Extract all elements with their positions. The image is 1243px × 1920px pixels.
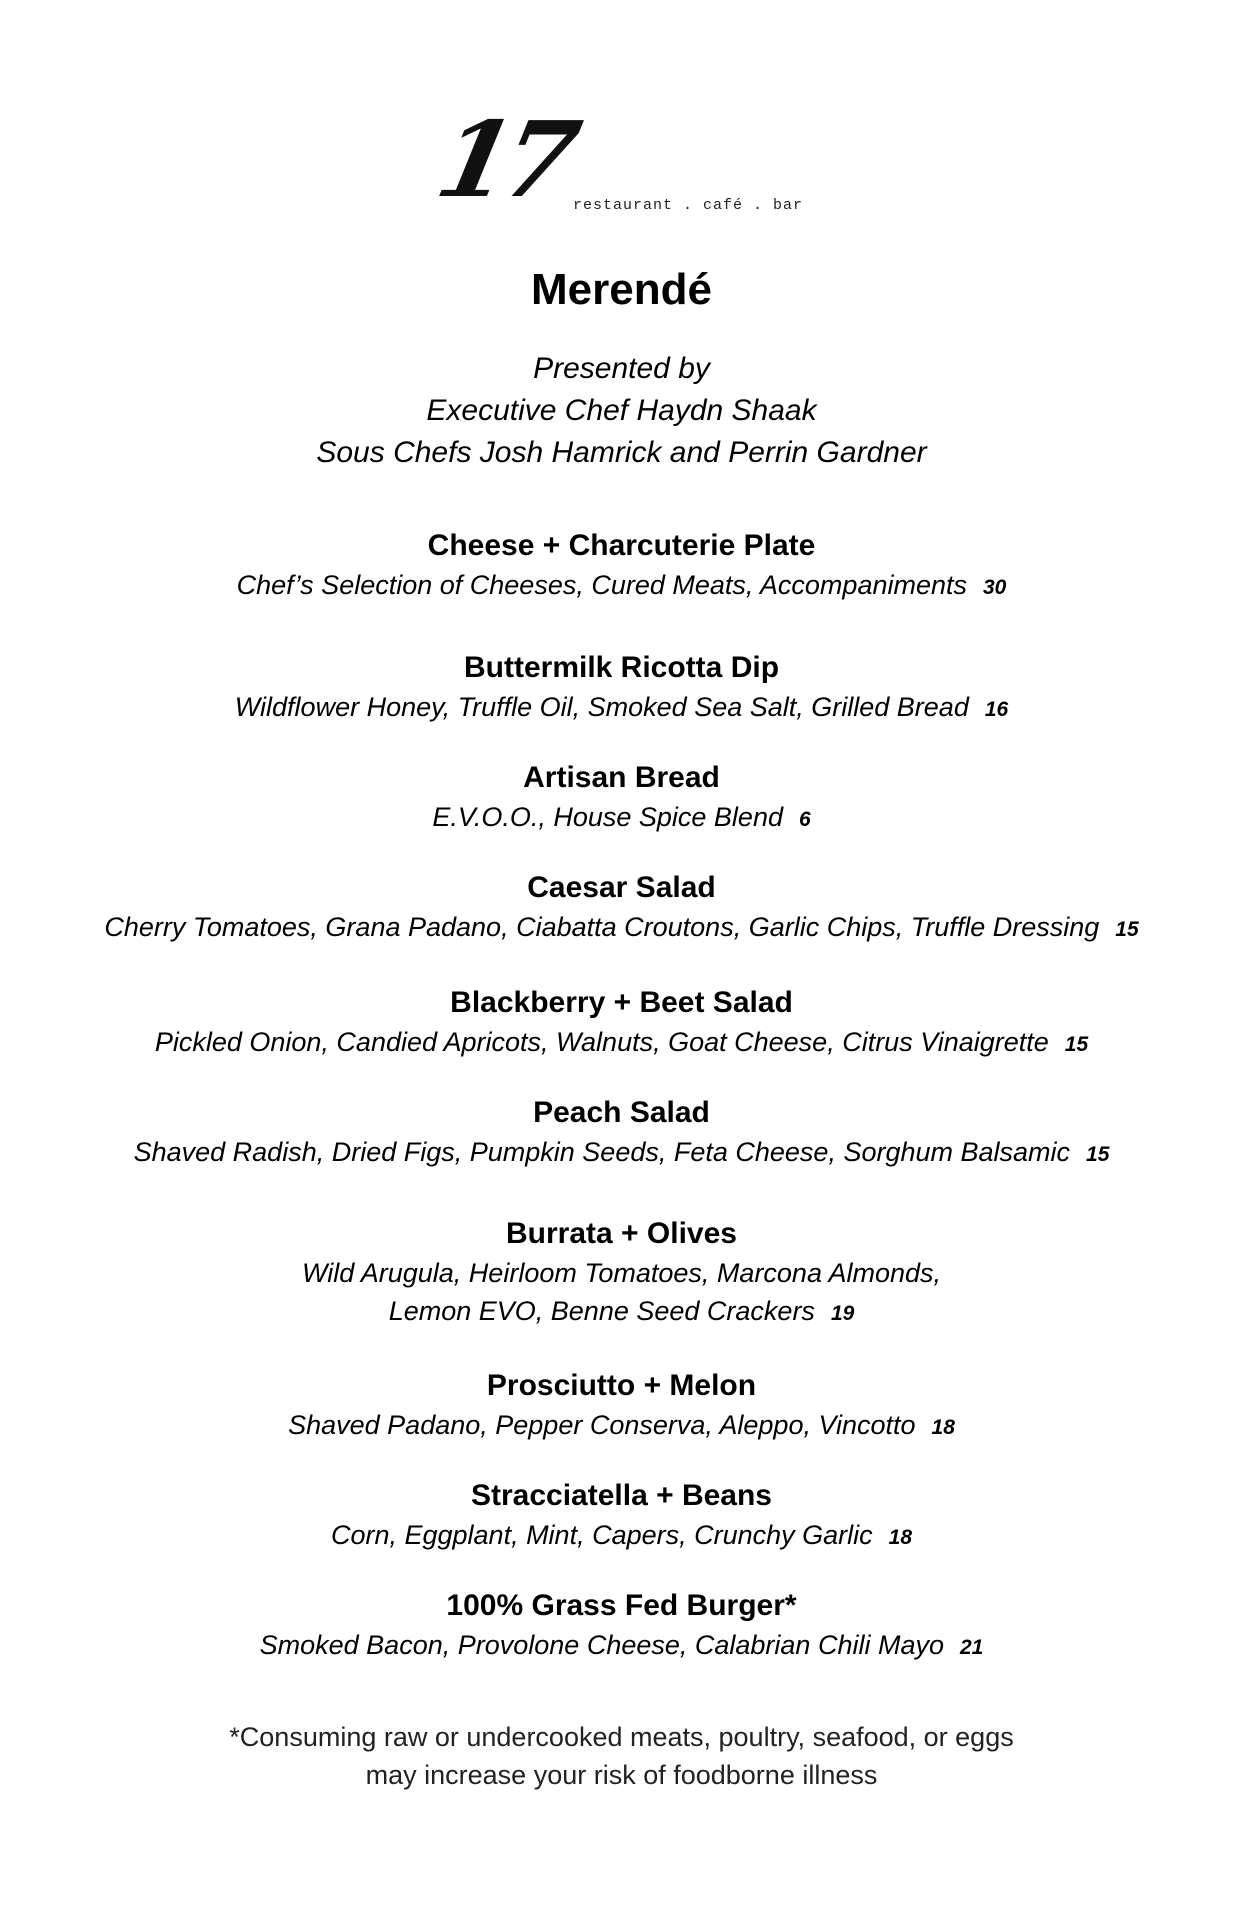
menu-item-description-text: Corn, Eggplant, Mint, Capers, Crunchy Garlic — [330, 1520, 873, 1550]
menu-item-price: 15 — [1086, 1143, 1110, 1166]
menu-title: Merendé — [531, 265, 712, 314]
menu-item — [0, 868, 1243, 949]
menu-item-price: 21 — [960, 1636, 984, 1659]
menu-item-description-text: Lemon EVO, Benne Seed Crackers — [388, 1296, 815, 1326]
menu-item-description-text: Pickled Onion, Candied Apricots, Walnuts, Goat Cheese, Citrus Vinaigrette — [154, 1027, 1049, 1057]
menu-item-name: Burrata + Olives — [506, 1217, 737, 1250]
menu-item — [0, 1093, 1243, 1174]
menu-item-name: Buttermilk Ricotta Dip — [463, 651, 780, 684]
logo-mark: 17 — [427, 98, 582, 221]
menu-item-name: Caesar Salad — [527, 871, 716, 904]
presenters-line: Sous Chefs Josh Hamrick and Perrin Gardner — [316, 436, 927, 469]
menu-item-description-text: E.V.O.O., House Spice Blend — [432, 802, 783, 832]
menu-item — [0, 526, 1243, 607]
menu-item — [0, 983, 1243, 1064]
menu-item-price: 6 — [798, 808, 811, 831]
menu-item-name: Blackberry + Beet Salad — [450, 986, 793, 1019]
menu-item-description-text: Wildflower Honey, Truffle Oil, Smoked Sea Salt, Grilled Bread — [234, 692, 969, 722]
menu-item-name: Peach Salad — [533, 1096, 710, 1129]
menu-item-description — [0, 908, 1243, 949]
menu-item-description — [0, 1406, 1243, 1447]
menu-item-description — [0, 566, 1243, 607]
menu-item-description-text: Chef’s Selection of Cheeses, Cured Meats, Accompaniments — [236, 570, 967, 600]
menu-item-description-text: Shaved Radish, Dried Figs, Pumpkin Seeds, Feta Cheese, Sorghum Balsamic — [133, 1137, 1071, 1167]
menu-item-description — [0, 1133, 1243, 1174]
disclaimer-line: may increase your risk of foodborne illness — [365, 1760, 878, 1790]
menu-item — [0, 1586, 1243, 1667]
menu-item-description-text: Smoked Bacon, Provolone Cheese, Calabrian Chili Mayo — [259, 1630, 944, 1660]
menu-item-name: Stracciatella + Beans — [470, 1479, 772, 1512]
menu-item-price: 19 — [830, 1302, 855, 1325]
menu-item-name: Prosciutto + Melon — [486, 1369, 757, 1402]
menu-item — [0, 1476, 1243, 1557]
presenters-line: Presented by — [533, 352, 710, 385]
menu-item — [0, 758, 1243, 839]
menu-item-name: Cheese + Charcuterie Plate — [427, 529, 816, 562]
menu-item-name: 100% Grass Fed Burger* — [446, 1589, 797, 1622]
menu-item-description — [0, 1023, 1243, 1064]
food-safety-disclaimer — [0, 1718, 1243, 1794]
menu-item-description — [0, 688, 1243, 729]
menu-item-price: 18 — [931, 1416, 955, 1439]
menu-item-price: 15 — [1064, 1033, 1089, 1056]
presenters — [0, 348, 1243, 474]
menu-item-description: Wild Arugula, Heirloom Tomatoes, Marcona Almonds, — [301, 1258, 942, 1288]
menu-item-description-text: Shaved Padano, Pepper Conserva, Aleppo, Vincotto — [288, 1410, 916, 1440]
menu-item-price: 15 — [1115, 918, 1139, 941]
disclaimer-line: *Consuming raw or undercooked meats, poultry, seafood, or eggs — [229, 1722, 1014, 1752]
menu-item-name: Artisan Bread — [523, 761, 720, 794]
menu-item-description — [0, 798, 1243, 839]
menu-item — [0, 1366, 1243, 1447]
presenters-line: Executive Chef Haydn Shaak — [426, 394, 817, 427]
menu-item-description — [0, 1626, 1243, 1667]
menu-item-description — [0, 1292, 1243, 1333]
menu-item-description — [0, 1516, 1243, 1557]
restaurant-logo — [427, 98, 804, 221]
logo-tagline: restaurant . café . bar — [573, 197, 804, 214]
menu-item-description-text: Cherry Tomatoes, Grana Padano, Ciabatta Croutons, Garlic Chips, Truffle Dressing — [104, 912, 1100, 942]
menu-item — [0, 648, 1243, 729]
menu-item-price: 30 — [983, 576, 1007, 599]
menu-item-price: 16 — [984, 698, 1009, 721]
menu-item-price: 18 — [888, 1526, 913, 1549]
menu-item — [0, 1214, 1243, 1333]
